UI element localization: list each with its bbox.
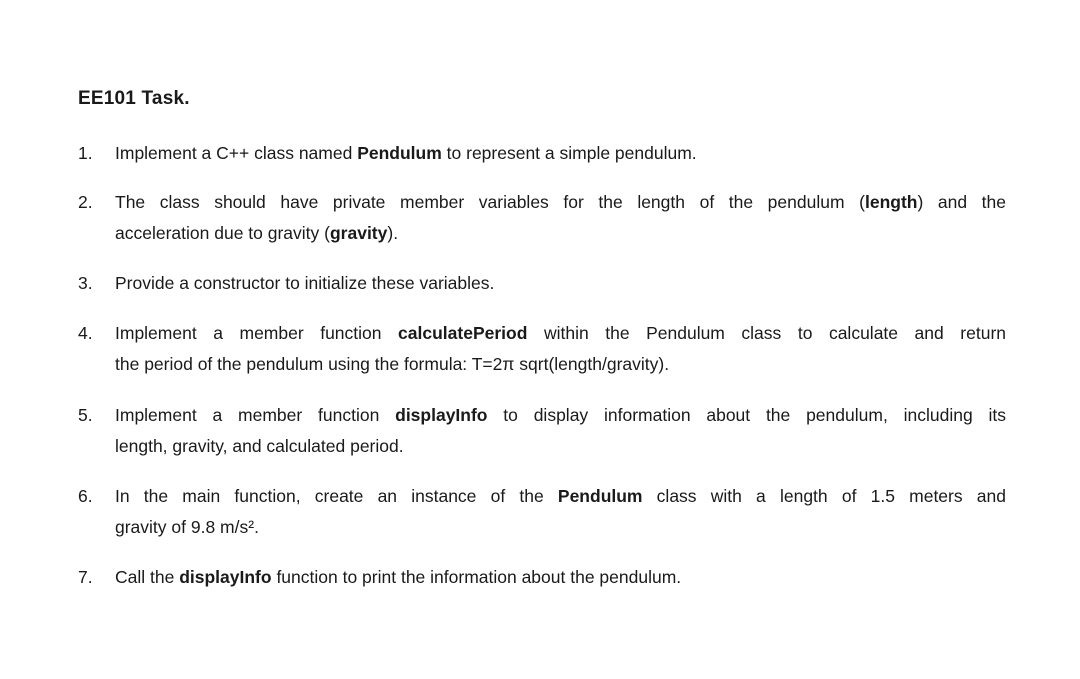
- text-run: acceleration due to gravity (: [115, 223, 330, 243]
- task-item-text: [115, 400, 1006, 462]
- task-item-line: [115, 562, 1006, 593]
- text-run: to represent a simple pendulum.: [441, 143, 697, 163]
- task-item-line: [115, 512, 1006, 543]
- text-run: gravity of 9.8 m/s².: [115, 517, 259, 537]
- text-run: within the Pendulum class to calculate and return: [527, 323, 1007, 343]
- task-item-number: 3.: [78, 273, 93, 293]
- bold-term: displayInfo: [179, 567, 272, 587]
- task-item: [78, 187, 1006, 249]
- bold-term: length: [864, 192, 918, 212]
- task-item-text: [115, 481, 1006, 543]
- task-item: [78, 268, 1006, 299]
- task-item: [78, 138, 1006, 169]
- text-run: length, gravity, and calculated period.: [115, 436, 404, 456]
- text-run: Provide a constructor to initialize these variables.: [115, 273, 495, 293]
- text-run: ).: [387, 223, 399, 243]
- task-item-number: 4.: [78, 323, 93, 343]
- task-item-number: 1.: [78, 143, 93, 163]
- text-run: class with a length of 1.5 meters and: [642, 486, 1006, 506]
- bold-term: Pendulum: [357, 143, 442, 163]
- text-run: ) and the: [917, 192, 1006, 212]
- text-run: The class should have private member variables for the length of the pendulum (: [115, 192, 865, 212]
- task-item: [78, 481, 1006, 543]
- task-item-line: [115, 187, 1006, 218]
- bold-term: displayInfo: [395, 405, 488, 425]
- text-run: In the main function, create an instance of the: [115, 486, 558, 506]
- task-item: [78, 400, 1006, 462]
- task-item-text: [115, 187, 1006, 249]
- task-item-number: 2.: [78, 192, 93, 212]
- bold-term: gravity: [329, 223, 388, 243]
- task-item-text: [115, 562, 1006, 593]
- task-item-line: [115, 431, 1006, 462]
- task-item-line: [115, 268, 1006, 299]
- task-item-line: [115, 349, 1006, 380]
- text-run: Call the: [115, 567, 180, 587]
- text-run: function to print the information about the pendulum.: [271, 567, 682, 587]
- task-item-text: [115, 318, 1006, 380]
- task-item-text: [115, 268, 1006, 299]
- text-run: Implement a member function: [115, 405, 396, 425]
- text-run: the period of the pendulum using the formula: T=2π sqrt(length/gravity).: [115, 354, 670, 374]
- task-item-number: 7.: [78, 567, 93, 587]
- text-run: to display information about the pendulum, including its: [487, 405, 1006, 425]
- text-run: Implement a C++ class named: [115, 143, 358, 163]
- task-item-number: 5.: [78, 405, 93, 425]
- task-item: [78, 562, 1006, 593]
- task-item-line: [115, 481, 1006, 512]
- bold-term: calculatePeriod: [398, 323, 528, 343]
- task-item: [78, 318, 1006, 380]
- task-item-line: [115, 318, 1006, 349]
- task-item-line: [115, 218, 1006, 249]
- document-title: EE101 Task.: [78, 88, 190, 109]
- task-item-line: [115, 400, 1006, 431]
- bold-term: Pendulum: [557, 486, 643, 506]
- task-item-text: [115, 138, 1006, 169]
- text-run: Implement a member function: [115, 323, 399, 343]
- task-item-number: 6.: [78, 486, 93, 506]
- task-item-line: [115, 138, 1006, 169]
